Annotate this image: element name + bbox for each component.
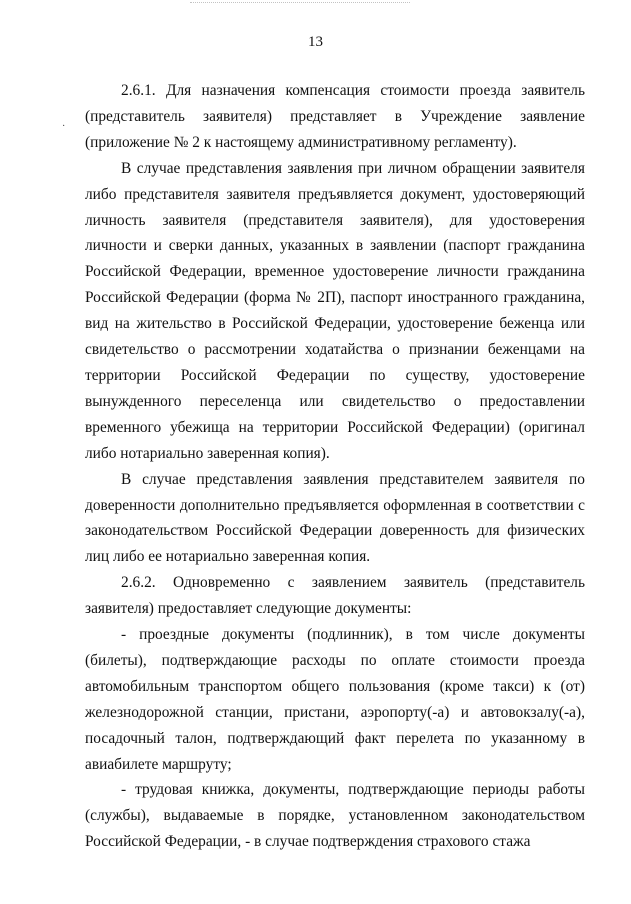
paragraph-2-6-2: 2.6.2. Одновременно с заявлением заявитель (представитель заявителя) предоставляет следующие документы: bbox=[85, 574, 585, 618]
paragraph-representative: В случае представления заявления представителем заявителя по доверенности дополнительно предъявляется оформленная в соответствии с законодательством Российской Федерации доверенность для физических лиц либо ее нотариально заверенная копия. bbox=[85, 470, 585, 566]
paragraph-2-6-1: 2.6.1. Для назначения компенсация стоимости проезда заявитель (представитель заявителя) представляет в Учреждение заявление (приложение № 2 к настоящему административному регламенту). bbox=[85, 82, 585, 151]
margin-mark: · bbox=[62, 121, 66, 132]
page-number: 13 bbox=[308, 34, 323, 50]
document-body bbox=[85, 78, 585, 855]
scan-artifact bbox=[190, 2, 410, 9]
paragraph-personal-appeal: В случае представления заявления при личном обращении заявителя либо представителя заявителя предъявляется документ, удостоверяющий личность заявителя (представителя заявителя), для удостоверения личности и сверки данных, указанных в заявлении (паспорт гражданина Российской Федерации, временное удостоверение личности гражданина Российской Федерации (форма № 2П), паспорт иностранного гражданина, вид на жительство в Российской Федерации, удостоверение беженца или свидетельство о рассмотрении ходатайства о признании беженцами на территории Российской Федерации по существу, удостоверение вынужденного переселенца или свидетельство о предоставлении временного убежища на территории Российской Федерации) (оригинал либо нотариально заверенная копия). bbox=[85, 159, 585, 462]
list-item-work-book: - трудовая книжка, документы, подтверждающие периоды работы (службы), выдаваемые в порядке, установленном законодательством Российской Федерации, - в случае подтверждения страхового стажа bbox=[85, 781, 585, 851]
list-item-travel-documents: - проездные документы (подлинник), в том числе документы (билеты), подтверждающие расходы по оплате стоимости проезда автомобильным транспортом общего пользования (кроме такси) к (от) железнодорожной станции, пристани, аэропорту(-а) и автовокзалу(-а), посадочный талон, подтверждающий факт перелета по указанному в авиабилете маршруту; bbox=[85, 626, 585, 773]
